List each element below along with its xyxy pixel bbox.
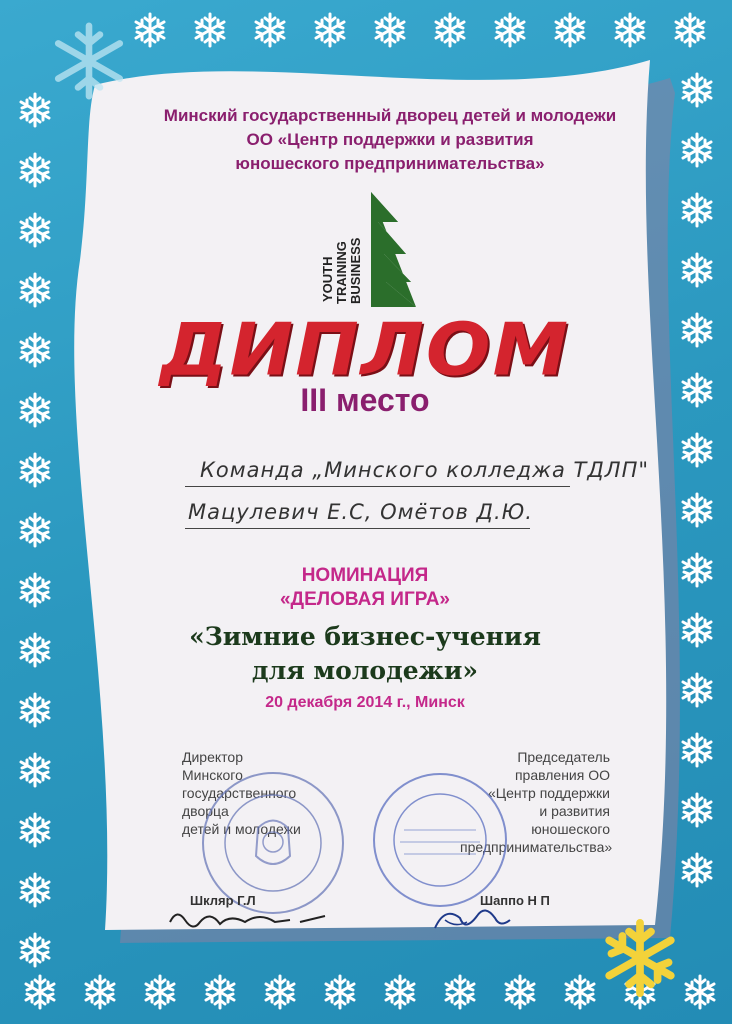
- right-title-line: Председатель: [517, 749, 610, 765]
- nomination-name: «ДЕЛОВАЯ ИГРА»: [279, 589, 451, 610]
- right-title-line: правления ОО: [514, 767, 610, 783]
- left-signer-name: Шкляр Г.Л: [190, 893, 256, 908]
- diploma-title: ДИПЛОМ: [159, 307, 571, 392]
- logo-word-youth: YOUTH: [320, 256, 335, 302]
- event-date: 20 декабря 2014 г., Минск: [265, 694, 465, 711]
- left-title-line: дворца: [182, 803, 229, 819]
- event-title-line-1: «Зимние бизнес-учения: [189, 622, 541, 651]
- yellow-snowflake-bottom-right: [600, 918, 680, 998]
- left-title-line: государственного: [182, 785, 297, 801]
- organizer-line-3: юношеского предпринимательства»: [235, 154, 545, 173]
- right-title-line: и развития: [539, 803, 610, 819]
- right-title-line: предпринимательства»: [460, 839, 613, 855]
- left-handwritten-signature: [165, 900, 335, 940]
- right-official-stamp: [368, 768, 513, 913]
- organizer-line-1: Минский государственный дворец детей и молодежи: [163, 106, 617, 125]
- team-members: Мацулевич Е.С, Омётов Д.Ю.: [188, 500, 533, 524]
- logo-word-business: BUSINESS: [348, 237, 363, 304]
- youth-training-business-logo: [316, 192, 426, 312]
- logo-word-training: TRAINING: [334, 241, 349, 304]
- left-title-line: Директор: [182, 749, 243, 765]
- left-title-line: Минского: [182, 767, 243, 783]
- team-name: Команда „Минского колледжа ТДЛП": [200, 458, 650, 482]
- nomination-label: НОМИНАЦИЯ: [301, 565, 429, 586]
- right-handwritten-signature: [425, 898, 515, 943]
- large-snowflake-top-left: [50, 22, 128, 100]
- place-label: III место: [300, 382, 430, 418]
- right-title-line: «Центр поддержки: [487, 785, 610, 801]
- right-signer-name: Шаппо Н П: [480, 893, 550, 908]
- organizer-line-2: ОО «Центр поддержки и развития: [246, 130, 534, 149]
- team-underline: [185, 486, 570, 487]
- left-title-line: детей и молодежи: [182, 821, 301, 837]
- right-title-line: юношеского: [531, 821, 610, 837]
- members-underline: [185, 528, 530, 529]
- event-title-line-2: для молодежи»: [251, 656, 479, 685]
